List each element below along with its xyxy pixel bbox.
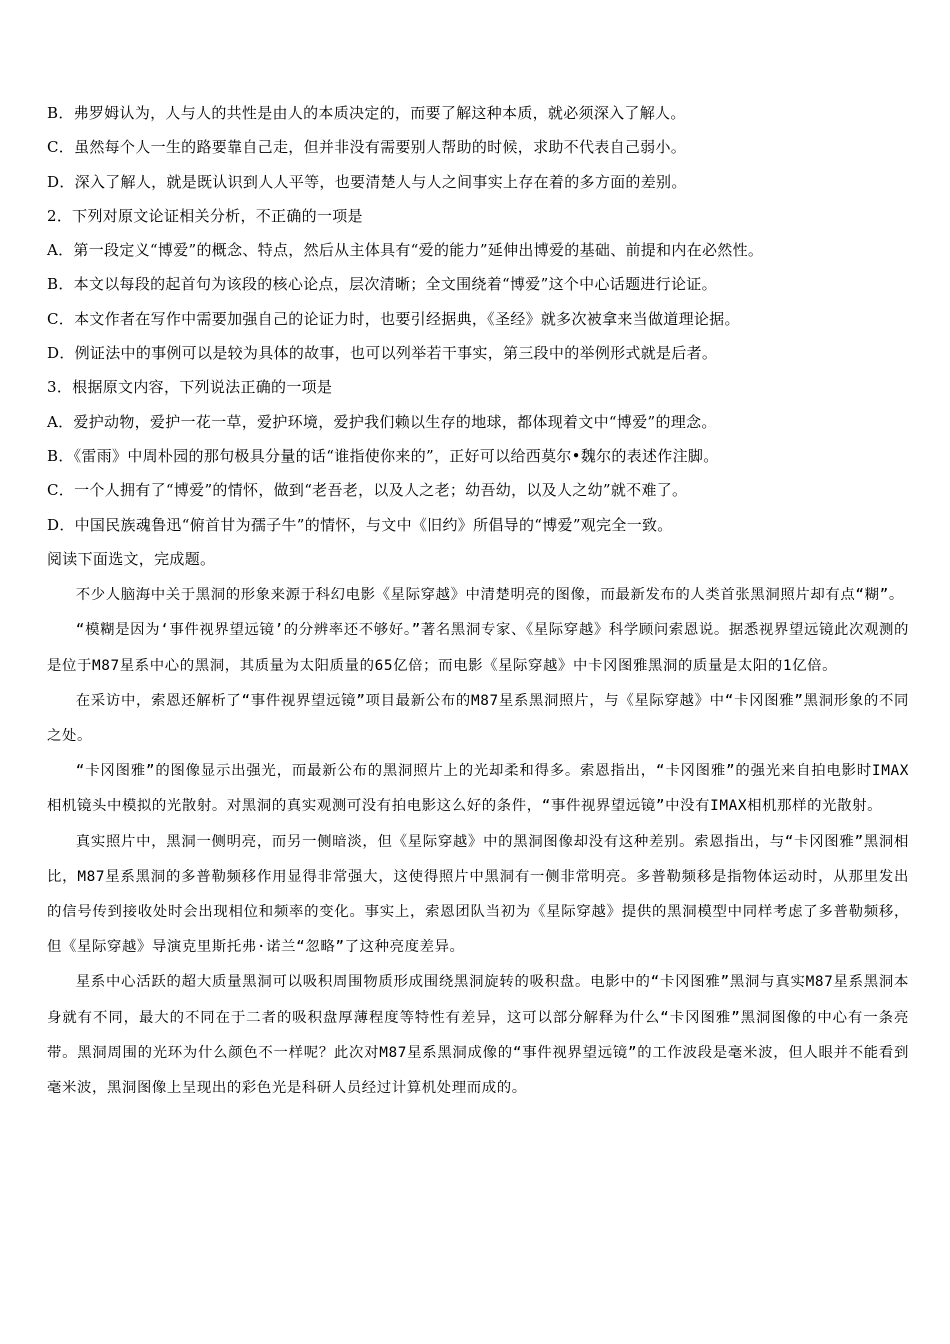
- passage-paragraph: 真实照片中，黑洞一侧明亮，而另一侧暗淡，但《星际穿越》中的黑洞图像却没有这种差别。索恩指出，与“卡冈图雅”黑洞相比，M87星系黑洞的多普勒频移作用显得非常强大，这使得照片中黑洞有一侧非常明亮。多普勒频移是指物体运动时，从那里发出的信号传到接收处时会出现相位和频率的变化。事实上，索恩团队当初为《星际穿越》提供的黑洞模型中同样考虑了多普勒频移，但《星际穿越》导演克里斯托弗·诺兰“忽略”了这种亮度差异。: [47, 833, 909, 956]
- passage-paragraph: “模糊是因为‘事件视界望远镜’的分辨率还不够好。”著名黑洞专家、《星际穿越》科学顾问索恩说。据悉视界望远镜此次观测的是位于M87星系中心的黑洞，其质量为太阳质量的65亿倍；而电影《星际穿越》中卡冈图雅黑洞的质量是太阳的1亿倍。: [47, 622, 909, 674]
- passage-paragraph: “卡冈图雅”的图像显示出强光，而最新公布的黑洞照片上的光却柔和得多。索恩指出，“卡冈图雅”的强光来自拍电影时IMAX相机镜头中模拟的光散射。对黑洞的真实观测可没有拍电影这么好的条件，“事件视界望远镜”中没有IMAX相机那样的光散射。: [47, 763, 909, 815]
- q1-option-b: B．弗罗姆认为，人与人的共性是由人的本质决定的，而要了解这种本质，就必须深入了解人。: [47, 104, 686, 122]
- q3-option-b: B．《雷雨》中周朴园的那句极具分量的话“谁指使你来的”，正好可以给西莫尔•魏尔的表述作注脚。: [47, 446, 719, 465]
- q1-option-d: D．深入了解人，就是既认识到人人平等，也要清楚人与人之间事实上存在着的多方面的差别。: [47, 172, 687, 191]
- reading-intro: 阅读下面选文，完成题。: [47, 549, 216, 568]
- q2-option-c: C．本文作者在写作中需要加强自己的论证力时，也要引经据典，《圣经》就多次被拿来当做道理论据。: [47, 309, 740, 328]
- passage-paragraph: 不少人脑海中关于黑洞的形象来源于科幻电影《星际穿越》中清楚明亮的图像，而最新发布的人类首张黑洞照片却有点“糊”。: [75, 587, 904, 604]
- q2-option-d: D．例证法中的事例可以是较为具体的故事，也可以列举若干事实，第三段中的举例形式就是后者。: [47, 344, 718, 363]
- q2-option-a: A．第一段定义“博爱”的概念、特点，然后从主体具有“爱的能力”延伸出博爱的基础、前提和内在必然性。: [47, 241, 764, 260]
- q3-option-d: D．中国民族魂鲁迅“俯首甘为孺子牛”的情怀，与文中《旧约》所倡导的“博爱”观完全一致。: [47, 515, 673, 534]
- q2-option-b: B．本文以每段的起首句为该段的核心论点，层次清晰；全文围绕着“博爱”这个中心话题进行论证。: [47, 275, 717, 294]
- q3-option-c: C．一个人拥有了“博爱”的情怀，做到“老吾老，以及人之老；幼吾幼，以及人之幼”就不难了。: [47, 481, 688, 500]
- q3-option-a: A．爱护动物，爱护一花一草，爱护环境，爱护我们赖以生存的地球，都体现着文中“博爱”的理念。: [47, 412, 717, 431]
- q2-stem: 2．下列对原文论证相关分析，不正确的一项是: [47, 206, 363, 225]
- q1-option-c: C．虽然每个人一生的路要靠自己走，但并非没有需要别人帮助的时候，求助不代表自己弱小。: [47, 138, 687, 157]
- passage-paragraph: 在采访中，索恩还解析了“事件视界望远镜”项目最新公布的M87星系黑洞照片，与《星际穿越》中“卡冈图雅”黑洞形象的不同之处。: [47, 692, 909, 744]
- q3-stem: 3．根据原文内容，下列说法正确的一项是: [47, 378, 333, 397]
- passage-paragraph: 星系中心活跃的超大质量黑洞可以吸积周围物质形成围绕黑洞旋转的吸积盘。电影中的“卡冈图雅”黑洞与真实M87星系黑洞本身就有不同，最大的不同在于二者的吸积盘厚薄程度等特性有差异，这可以部分解释为什么“卡冈图雅”黑洞图像的中心有一条亮带。黑洞周围的光环为什么颜色不一样呢？此次对M87星系黑洞成像的“事件视界望远镜”的工作波段是毫米波，但人眼并不能看到毫米波，黑洞图像上呈现出的彩色光是科研人员经过计算机处理而成的。: [47, 974, 909, 1096]
- exam-page: [47, 96, 909, 1106]
